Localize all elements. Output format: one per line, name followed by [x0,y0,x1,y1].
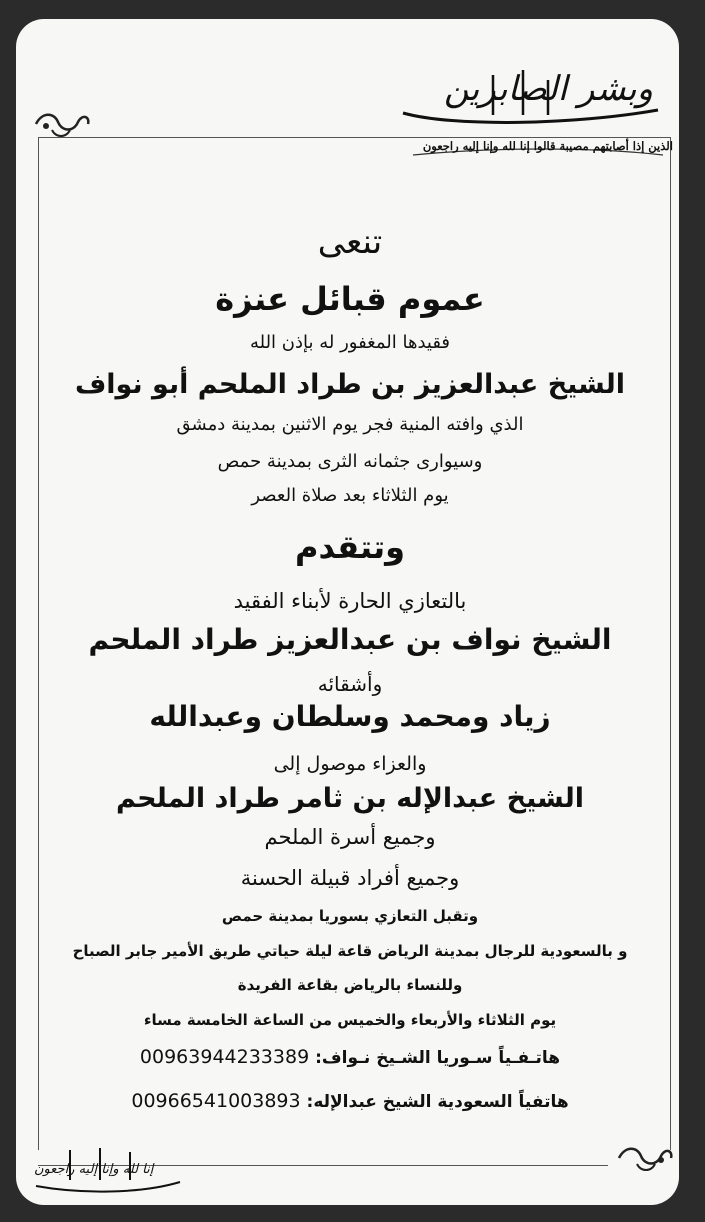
verse-main: وبشر الصابرين [444,69,653,109]
mourns-word: تنعى [317,222,383,262]
contact-number-syria[interactable]: 00963944233389 [139,1046,310,1068]
condolence-extended: والعزاء موصول إلى [273,753,427,775]
condolence-days: يوم الثلاثاء والأربعاء والخميس من الساعة الخامسة مساء [143,1011,557,1029]
footer-verse: إنا لله وإنا إليه راجعون [34,1162,154,1177]
contact-number-saudi[interactable]: 00966541003893 [131,1090,301,1112]
extends-word: وتتقدم [295,528,405,566]
contact-row-syria [40,1046,660,1068]
death-info: الذي وافته المنية فجر يوم الاثنين بمدينة دمشق [176,414,524,435]
deceased-intro: فقيدها المغفور له بإذن الله [249,332,451,353]
brothers-label: وأشقائه [317,672,383,696]
tribe-name: عموم قبائل عنزة [215,280,485,318]
contact-label-saudi: هاتفياً السعودية الشيخ عبدالإله: [306,1092,569,1112]
condolence-venue-saudi-men: و بالسعودية للرجال بمدينة الرياض قاعة ليلة حياتي طريق الأمير جابر الصباح [72,942,628,960]
ornament-top-left-icon [32,108,92,140]
sheikh-name: الشيخ عبدالإله بن ثامر طراد الملحم [116,783,584,814]
deceased-name: الشيخ عبدالعزيز بن طراد الملحم أبو نواف [74,369,626,400]
condolence-venue-saudi-women: وللنساء بالرياض بقاعة الفريدة [237,976,463,994]
tribe-members-line: وجميع أفراد قبيلة الحسنة [240,866,460,890]
brothers-names: زياد ومحمد وسلطان وعبدالله [149,700,551,733]
condolence-intro: بالتعازي الحارة لأبناء الفقيد [233,589,467,613]
contact-row-saudi [40,1090,660,1112]
son-name: الشيخ نواف بن عبدالعزيز طراد الملحم [88,623,612,656]
burial-time: يوم الثلاثاء بعد صلاة العصر [251,485,449,506]
condolence-venue-syria: وتقبل التعازي بسوريا بمدينة حمص [221,907,479,925]
family-line: وجميع أسرة الملحم [264,825,436,849]
verse-sub: الذين إذا أصابتهم مصيبة قالوا إنا لله وإنا إليه راجعون [422,139,673,153]
contact-label-syria: هاتـفـياً سـوريا الشـيخ نـواف: [315,1048,561,1068]
quran-verse-footer [30,1140,190,1200]
burial-info: وسيوارى جثمانه الثرى بمدينة حمص [217,451,483,472]
ornament-bottom-right-icon [615,1142,675,1174]
quran-verse-header [373,55,673,180]
